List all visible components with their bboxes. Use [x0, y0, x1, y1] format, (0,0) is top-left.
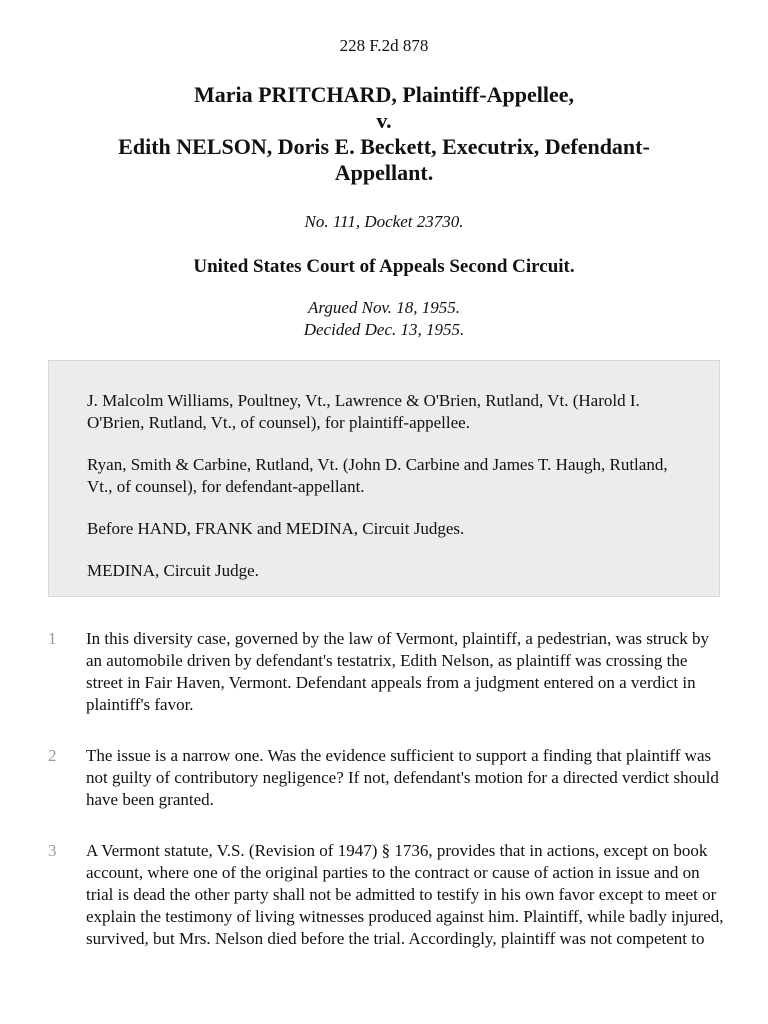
title-line-defendant: Edith NELSON, Doris E. Beckett, Executrix, Defendant- [118, 134, 650, 159]
argued-date: Argued Nov. 18, 1955. [307, 298, 461, 317]
judges-panel: Before HAND, FRANK and MEDINA, Circuit Judges. [87, 519, 465, 538]
title-line-defendant-cont: Appellant. [334, 160, 434, 185]
case-citation: 228 F.2d 878 [339, 36, 429, 55]
paragraph-text: In this diversity case, governed by the law of Vermont, plaintiff, a pedestrian, was struck by an automobile driven by defendant's testatrix, Edith Nelson, as plaintiff was crossing the street in Fair Haven, Vermont. Defendant appeals from a judgment entered on a verdict in plaintiff's favor. [86, 629, 710, 714]
paragraph-text: The issue is a narrow one. Was the evidence sufficient to support a finding that plaintiff was not guilty of contributory negligence? If not, defendant's motion for a directed verdict should have been granted. [86, 746, 719, 809]
case-title [40, 82, 728, 186]
title-line-versus: v. [376, 108, 392, 133]
paragraph-text: A Vermont statute, V.S. (Revision of 1947) § 1736, provides that in actions, except on book account, where one of the original parties to the contract or cause of action in issue and on trial is dead the other party shall not be admitted to testify in his own favor except to meet or explain the testimony of living witnesses produced against him. Plaintiff, while badly injured, survived, but Mrs. Nelson died before the trial. Accordingly, plaintiff was not competent to [86, 841, 724, 948]
court-name: United States Court of Appeals Second Circuit. [193, 256, 575, 277]
opinion-paragraph [48, 745, 728, 811]
counsel-appellant: Ryan, Smith & Carbine, Rutland, Vt. (John D. Carbine and James T. Haugh, Rutland, Vt., of counsel), for defendant-appellant. [87, 455, 668, 496]
counsel-appellee: J. Malcolm Williams, Poultney, Vt., Lawrence & O'Brien, Rutland, Vt. (Harold I. O'Brien, Rutland, Vt., of counsel), for plaintiff-appellee. [87, 391, 640, 432]
case-dates [0, 297, 768, 341]
decided-date: Decided Dec. 13, 1955. [303, 320, 465, 339]
paragraph-number: 3 [48, 841, 57, 860]
counsel-panel [48, 360, 720, 597]
paragraph-number: 2 [48, 746, 57, 765]
paragraph-number: 1 [48, 629, 57, 648]
docket-number: No. 111, Docket 23730. [304, 212, 464, 231]
opinion-author: MEDINA, Circuit Judge. [87, 561, 259, 580]
opinion-paragraph [48, 628, 728, 716]
title-line-plaintiff: Maria PRITCHARD, Plaintiff-Appellee, [193, 82, 575, 107]
opinion-paragraph [48, 840, 728, 950]
